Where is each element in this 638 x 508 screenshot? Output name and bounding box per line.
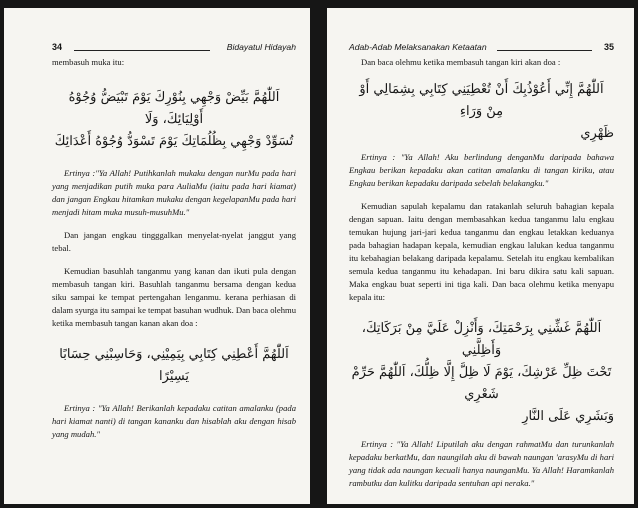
arabic-prayer-line: اَللّٰهُمَّ بَيِّضْ وَجْهِي بِنُوْرِكَ يَوْمَ تَبْيَضُّ وُجُوْهُ أَوْلِيَائِكَ، وَلَا xyxy=(68,90,280,127)
header-rule xyxy=(74,50,210,51)
arabic-prayer-line: تُسَوِّدْ وَجْهِي بِظُلُمَاتِكَ يَوْمَ تَسْوَدُّ وُجُوْهُ أَعْدَائِكَ xyxy=(54,134,294,149)
arabic-prayer-line: تَحْتَ ظِلِّ عَرْشِكَ، يَوْمَ لَا ظِلَّ إِلَّا ظِلُّكَ، اَللّٰهُمَّ حَرِّمْ شَعْرِي xyxy=(351,365,612,402)
prayer-translation: Ertinya : "Ya Allah! Aku berlindung denganMu daripada bahawa Engkau berikan kepadaku akan catitan amalanku di tangan kiriku, atau Engkau berikan kepadaku daripada sebelah belakangku." xyxy=(349,152,614,188)
arabic-prayer-line: اَللّٰهُمَّ أَعْطِنِي كِتَابِي بِيَمِيْنِي، وَحَاسِبْنِي حِسَابًا يَسِيْرًا xyxy=(59,347,289,384)
left-page-header xyxy=(52,42,296,56)
right-page xyxy=(327,8,634,504)
left-page xyxy=(4,8,310,504)
arabic-prayer-line: اَللّٰهُمَّ غَشِّنِي بِرَحْمَتِكَ، وَأَنْزِلْ عَلَيَّ مِنْ بَرَكَاتِكَ، وَأَظِلَّنِي xyxy=(361,321,602,358)
page-number: 34 xyxy=(52,42,63,52)
running-title: Adab-Adab Melaksanakan Ketaatan xyxy=(349,42,487,52)
header-rule xyxy=(497,50,592,51)
arabic-prayer-line: وَبَشَرِي عَلَى النَّارِ xyxy=(522,409,614,424)
prayer-translation: Ertinya : "Ya Allah! Liputilah aku dengan rahmatMu dan turunkanlah kepadaku berkatMu, dan naungilah aku di bawah naungan 'arasyMu di hari yang tidak ada naungan kecuali hanya naunganMu. Ya Allah! Haramkanlah rambutku dan kulitku daripada sentuhan api neraka." xyxy=(349,439,614,488)
running-title: Bidayatul Hidayah xyxy=(226,42,296,52)
prayer-translation: Ertinya :"Ya Allah! Putihkanlah mukaku dengan nurMu pada hari yang menjadikan putih muka para AuliaMu (iaitu pada hari kiamat) dan jangan Engkau hitamkan mukaku dengan kegelapanMu pada hari menjadi hitam muka musuh-musuhMu." xyxy=(52,168,296,217)
arabic-prayer-line: ظَهْرِي xyxy=(580,126,614,141)
right-page-header xyxy=(349,42,614,56)
intro-text: Dan baca olehmu ketika membasuh tangan kiri akan doa : xyxy=(361,57,561,67)
intro-text: membasuh muka itu: xyxy=(52,57,125,67)
page-number: 35 xyxy=(603,42,614,52)
body-paragraph: Kemudian sapulah kepalamu dan ratakanlah seluruh bahagian kepala dengan sapuan. Iaitu dengan membasahkan kedua tanganmu lalu engkau temukan hujung jari-jari kedua tanganmu dan engkau letakkan keduanya pada bahagian hadapan kepala, kemudian engkau lalukan kedua tanganmu itu kebahagian belakang daripada kepalamu. Setelah itu engkau kembalikan semula kedua tanganmu itu kehadapan. Ini baru dikira satu kali sapuan. Maka engkau buat seperti ini tiga kali. Dan baca olehmu ketika menyapu kepala itu: xyxy=(349,201,614,302)
body-paragraph: Dan jangan engkau tingggalkan menyelat-nyelat janggut yang tebal. xyxy=(52,230,296,253)
arabic-prayer-line: اَللّٰهُمَّ إِنِّي أَعُوْذُبِكَ أَنْ تُعْطِيَنِي كِتَابِي بِشِمَالِي أَوْ مِنْ وَرَاءِ xyxy=(359,82,604,119)
prayer-translation: Ertinya : "Ya Allah! Berikanlah kepadaku catitan amalanku (pada hari kiamat nanti) di tangan kananku dan hisablah aku dengan hisab yang mudah." xyxy=(52,403,296,439)
body-paragraph: Kemudian basuhlah tanganmu yang kanan dan ikuti pula dengan membasuh tangan kiri. Basuhlah tanganmu bersama dengan kedua siku sampai ke tempat pertengahan lenganmu. kerana perhiasan di dalam syurga itu sampai ke tempat basuhan wudhuk. Dan baca olehmu ketika membasuh tangan kanan akan doa : xyxy=(52,266,296,328)
